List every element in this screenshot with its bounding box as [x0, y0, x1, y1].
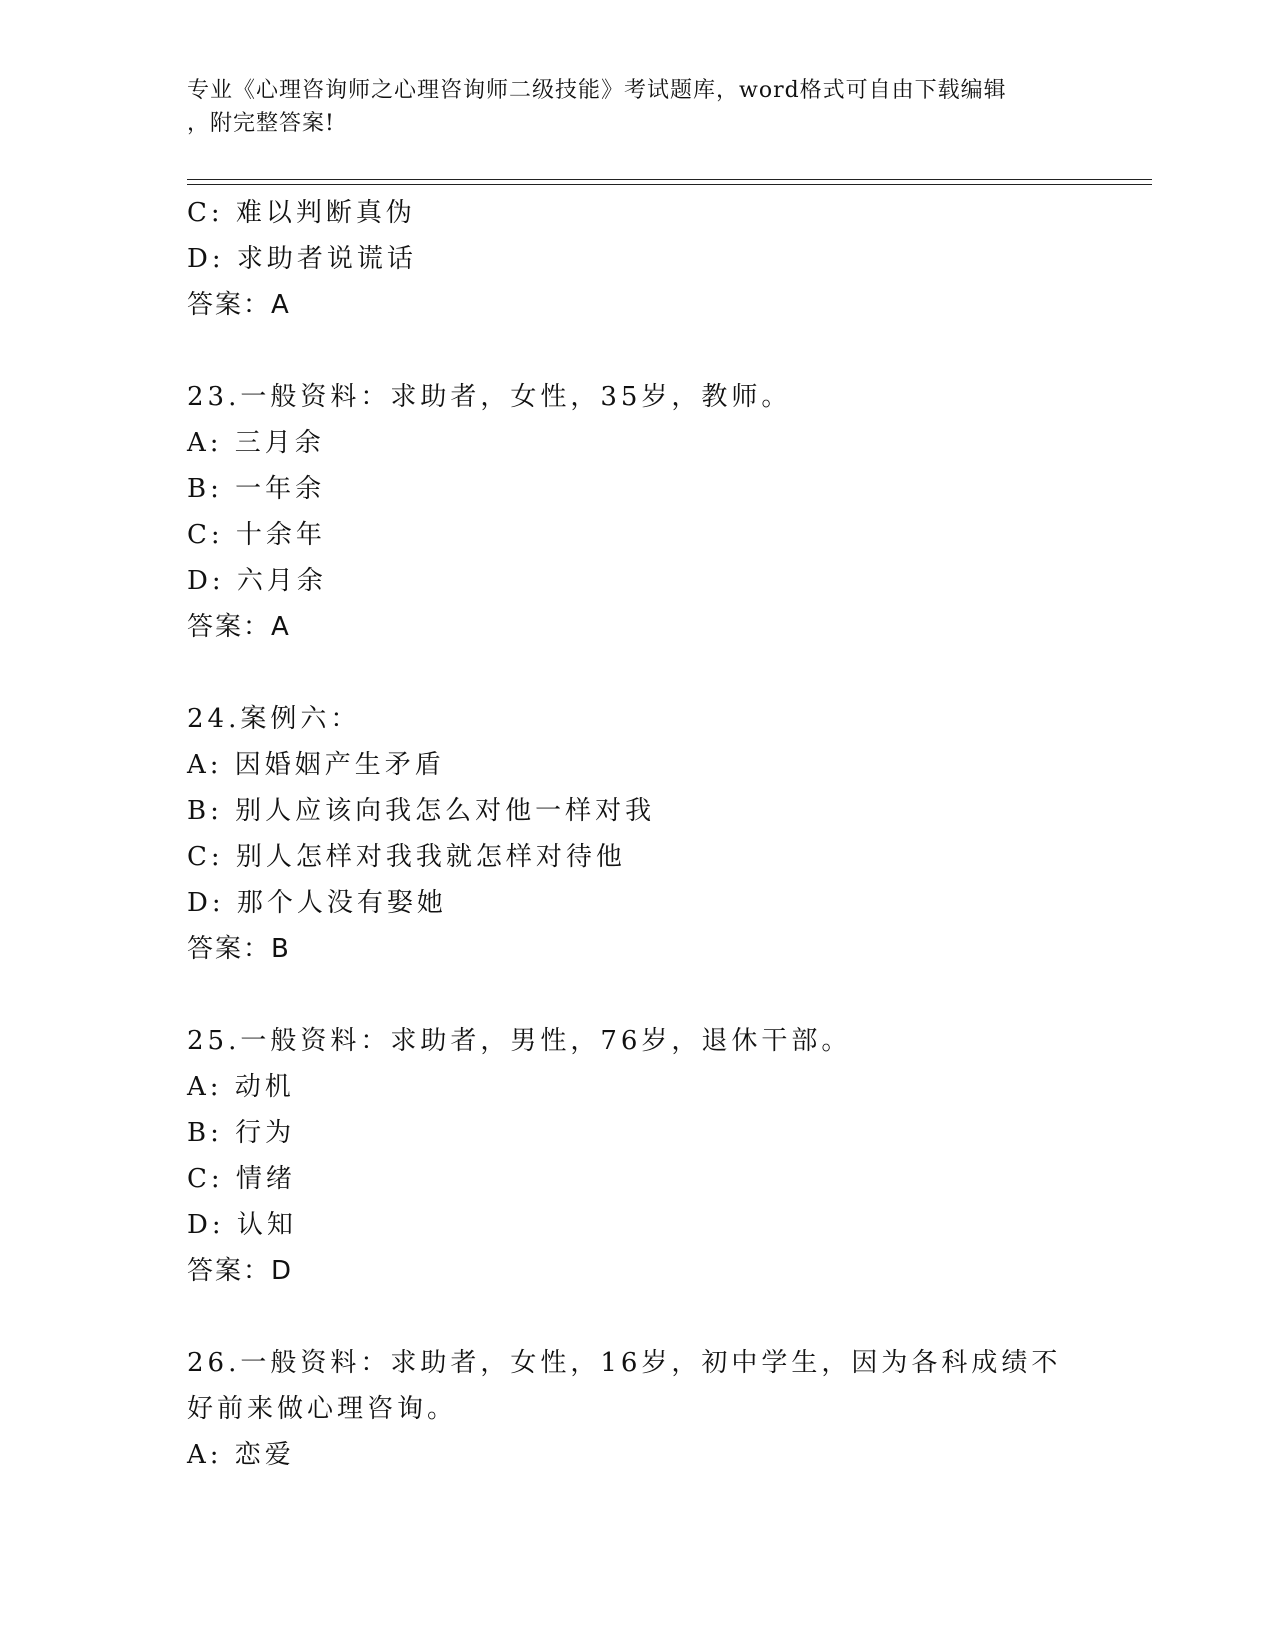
option-c: C: 十余年 [187, 520, 326, 550]
question-list [187, 190, 1087, 1478]
option-b: B: 行为 [187, 1118, 296, 1148]
option-b: B: 一年余 [187, 474, 326, 504]
document-header [187, 74, 1087, 140]
option-a: A: 恋爱 [187, 1440, 295, 1470]
header-line-1: 专业《心理咨询师之心理咨询师二级技能》考试题库，word格式可自由下载编辑 [187, 78, 1007, 103]
option-b: B: 别人应该向我怎么对他一样对我 [187, 796, 656, 826]
spacer [187, 650, 1087, 696]
option-c: C: 情绪 [187, 1164, 296, 1194]
header-line-2: ，附完整答案! [187, 111, 335, 136]
answer: 答案：D [187, 1256, 294, 1286]
option-c: C: 难以判断真伪 [187, 198, 416, 228]
option-a: A: 因婚姻产生矛盾 [187, 750, 445, 780]
header-divider-bottom [187, 184, 1152, 185]
spacer [187, 1294, 1087, 1340]
option-c: C: 别人怎样对我我就怎样对待他 [187, 842, 626, 872]
question-stem: 25.一般资料：求助者，男性，76岁，退休干部。 [187, 1026, 852, 1056]
answer: 答案：B [187, 934, 291, 964]
option-a: A: 三月余 [187, 428, 325, 458]
question-stem: 24.案例六： [187, 704, 361, 734]
header-divider-top [187, 179, 1152, 180]
option-d: D: 六月余 [187, 566, 327, 596]
answer: 答案：A [187, 290, 291, 320]
answer: 答案：A [187, 612, 291, 642]
question-stem: 26.一般资料：求助者，女性，16岁，初中学生，因为各科成绩不好前来做心理咨询。 [187, 1348, 1062, 1424]
option-d: D: 认知 [187, 1210, 297, 1240]
option-a: A: 动机 [187, 1072, 295, 1102]
option-d: D: 求助者说谎话 [187, 244, 417, 274]
option-d: D: 那个人没有娶她 [187, 888, 447, 918]
spacer [187, 972, 1087, 1018]
spacer [187, 328, 1087, 374]
question-stem: 23.一般资料：求助者，女性，35岁，教师。 [187, 382, 792, 412]
